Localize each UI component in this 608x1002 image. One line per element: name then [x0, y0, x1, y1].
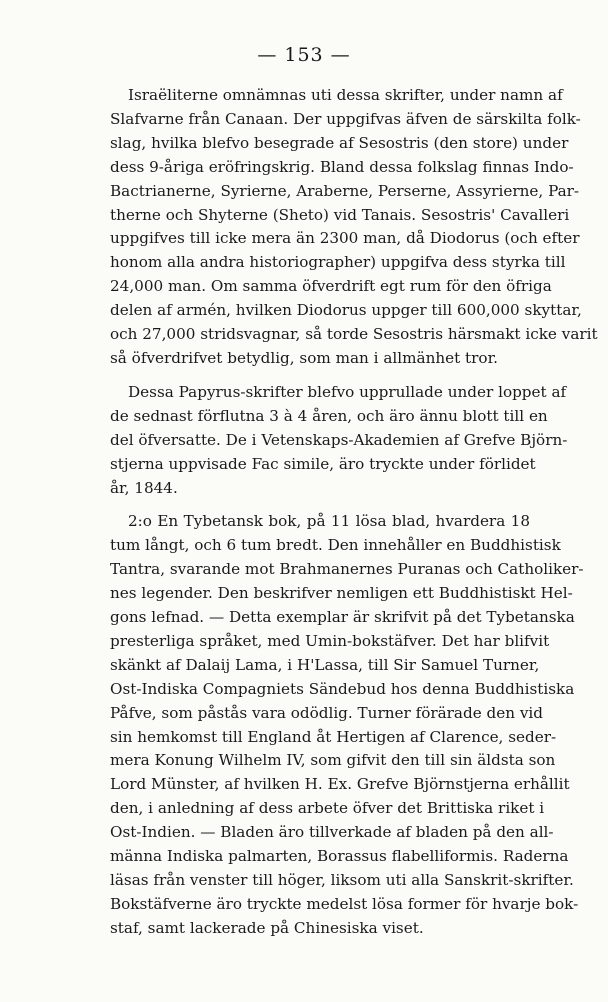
text-line: sin hemkomst till England åt Hertigen af Clarence, seder- — [110, 727, 557, 746]
text-line: Bokstäfverne äro tryckte medelst lösa former för hvarje bok- — [110, 894, 579, 913]
body-text — [88, 84, 598, 941]
text-line: del öfversatte. De i Vetenskaps-Akademien af Grefve Björn- — [110, 430, 568, 449]
text-line: Ost-Indien. — Bladen äro tillverkade af bladen på den all- — [110, 823, 554, 842]
text-line: 24,000 man. Om samma öfverdrift egt rum för den öfriga — [110, 277, 552, 296]
text-line: Dessa Papyrus-skrifter blefvo upprullade under loppet af — [128, 382, 567, 401]
text-line: Tantra, svarande mot Brahmanernes Puranas och Catholiker- — [110, 560, 584, 579]
text-line: delen af armén, hvilken Diodorus uppger till 600,000 skyttar, — [110, 301, 582, 320]
text-line: Israëliterne omnämnas uti dessa skrifter, under namn af — [128, 86, 563, 104]
text-line: och 27,000 stridsvagnar, så torde Sesostris härsmakt icke varit — [110, 325, 598, 344]
text-line: therne och Shyterne (Sheto) vid Tanais. Sesostris' Cavalleri — [110, 205, 570, 224]
text-line: staf, samt lackerade på Chinesiska viset. — [110, 918, 424, 937]
text-line: slag, hvilka blefvo besegrade af Sesostris (den store) under — [110, 133, 569, 152]
paragraph-2 — [88, 381, 568, 501]
text-line: mera Konung Wilhelm IV, som gifvit den till sin äldsta son — [110, 751, 556, 770]
text-line: presterliga språket, med Umin-bokstäfver. Det har blifvit — [110, 631, 550, 650]
text-line: den, i anledning af dess arbete öfver det Brittiska riket i — [110, 799, 545, 818]
text-line: Påfve, som påstås vara odödlig. Turner förärade den vid — [110, 703, 543, 722]
text-line: år, 1844. — [110, 478, 178, 497]
text-line: de sednast förflutna 3 à 4 åren, och äro ännu blott till en — [110, 406, 548, 425]
paragraph-1 — [88, 84, 598, 371]
text-line: så öfverdrifvet betydlig, som man i allmänhet tror. — [110, 348, 498, 367]
text-line: Slafvarne från Canaan. Der uppgifvas äfven de särskilta folk- — [110, 109, 581, 128]
page-number: — 153 — — [257, 44, 351, 66]
text-line: läsas från venster till höger, liksom uti alla Sanskrit-skrifter. — [110, 871, 574, 889]
text-line: uppgifves till icke mera än 2300 man, då Diodorus (och efter — [110, 229, 580, 248]
text-line: honom alla andra historiographer) uppgifva dess styrka till — [110, 253, 566, 272]
text-line: 2:o En Tybetansk bok, på 11 lösa blad, hvardera 18 — [128, 512, 530, 531]
paragraph-3 — [88, 510, 584, 940]
text-line: gons lefnad. — Detta exemplar är skrifvit på det Tybetanska — [110, 608, 575, 627]
text-line: Ost-Indiska Compagniets Sändebud hos denna Buddhistiska — [110, 679, 575, 698]
text-line: stjerna uppvisade Fac simile, äro tryckte under förlidet — [110, 454, 536, 473]
text-line: skänkt af Dalaij Lama, i H'Lassa, till Sir Samuel Turner, — [110, 655, 540, 674]
text-line: männa Indiska palmarten, Borassus flabelliformis. Raderna — [110, 847, 569, 866]
text-line: Lord Münster, af hvilken H. Ex. Grefve Björnstjerna erhållit — [110, 775, 570, 794]
text-line: Bactrianerne, Syrierne, Araberne, Perserne, Assyrierne, Par- — [110, 181, 580, 200]
text-line: dess 9-åriga eröfringskrig. Bland dessa folkslag finnas Indo- — [110, 157, 574, 176]
text-line: nes legender. Den beskrifver nemligen ett Buddhistiskt Hel- — [110, 584, 573, 603]
text-line: tum långt, och 6 tum bredt. Den innehåller en Buddhistisk — [110, 536, 561, 555]
